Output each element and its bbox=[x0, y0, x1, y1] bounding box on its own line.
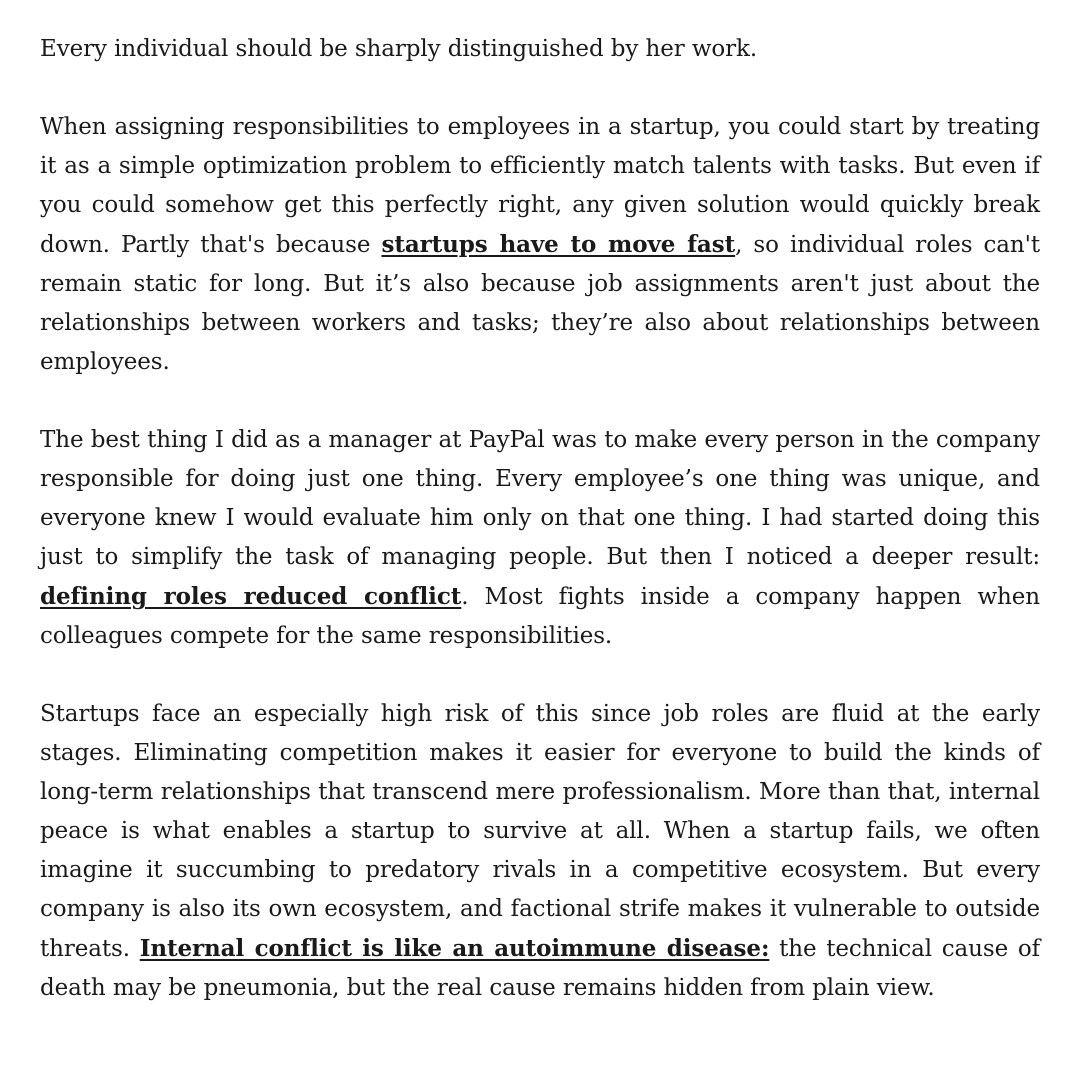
paragraph-text: Every individual should be sharply distinguished by her work. bbox=[40, 36, 758, 62]
emphasis-startups-move-fast: startups have to move fast bbox=[381, 231, 736, 258]
paragraph-text: , so individual roles can't remain static for long. But it’s also because job assignments aren't just about the relationships between workers and tasks; they’re also about relationships between employees. bbox=[40, 232, 1040, 375]
paragraph-responsibilities bbox=[40, 108, 1040, 382]
document-body bbox=[40, 30, 1040, 1047]
paragraph-text: Startups face an especially high risk of this since job roles are fluid at the early stages. Eliminating competition makes it easier for everyone to build the kinds of long-term relationships that transcend mere professionalism. More than that, internal peace is what enables a startup to survive at all. When a startup fails, we often imagine it succumbing to predatory rivals in a competitive ecosystem. But every company is also its own ecosystem, and factional strife makes it vulnerable to outside threats. bbox=[40, 701, 1040, 962]
emphasis-defining-roles: defining roles reduced conflict bbox=[40, 583, 462, 610]
paragraph-text: the technical cause of death may be pneumonia, but the real cause remains hidden from plain view. bbox=[40, 936, 1040, 1001]
paragraph-text: When assigning responsibilities to employees in a startup, you could start by treating it as a simple optimization problem to efficiently match talents with tasks. But even if you could somehow get this perfectly right, any given solution would quickly break down. Partly that's because bbox=[40, 114, 1040, 258]
paragraph-intro bbox=[40, 30, 1040, 69]
paragraph-paypal bbox=[40, 421, 1040, 656]
paragraph-text: . Most fights inside a company happen when colleagues compete for the same responsibilities. bbox=[40, 584, 1040, 649]
paragraph-startups-risk bbox=[40, 695, 1040, 1008]
paragraph-text: The best thing I did as a manager at PayPal was to make every person in the company responsible for doing just one thing. Every employee’s one thing was unique, and everyone knew I would evaluate him only on that one thing. I had started doing this just to simplify the task of managing people. But then I noticed a deeper result: bbox=[40, 427, 1040, 570]
emphasis-internal-conflict: Internal conflict is like an autoimmune disease: bbox=[139, 935, 770, 962]
